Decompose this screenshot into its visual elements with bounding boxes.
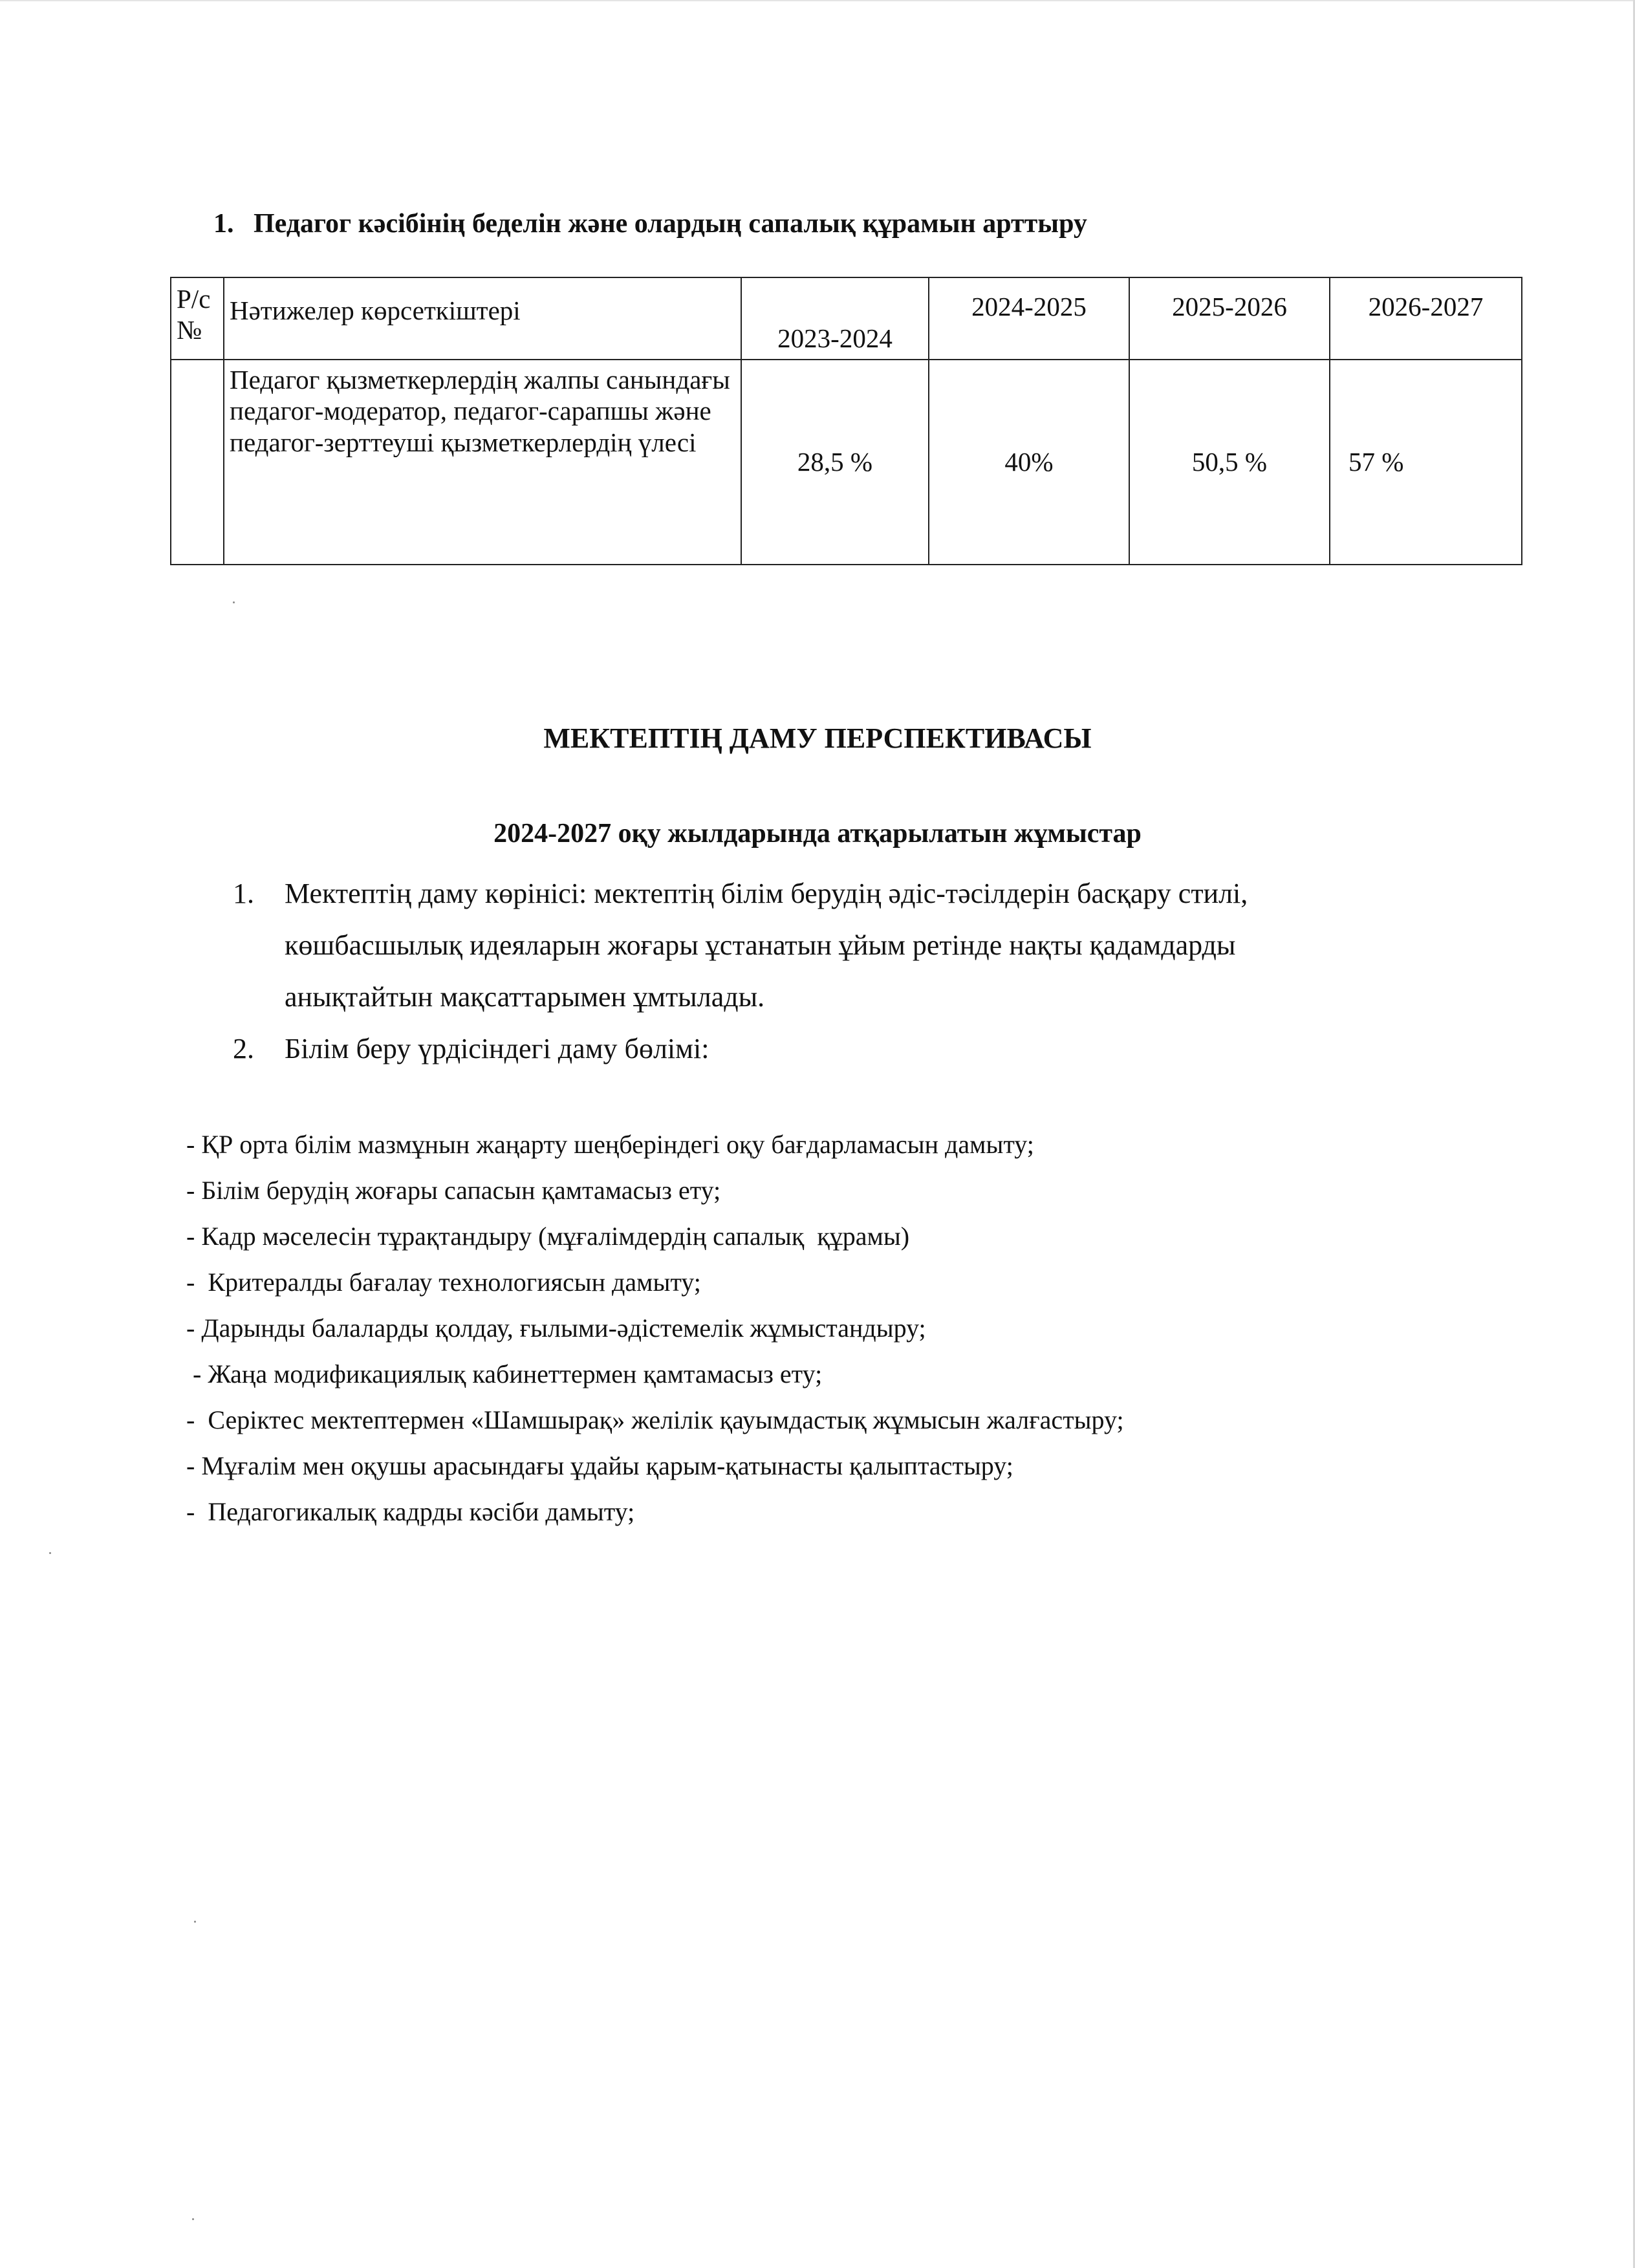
- list-item-line: Мектептің даму көрінісі: мектептің білім берудің әдіс-тәсілдерін басқару стилі,: [285, 878, 1248, 909]
- header-year: 2026-2027: [1330, 277, 1522, 360]
- row-value: 28,5 %: [741, 360, 929, 565]
- row-value: 40%: [929, 360, 1129, 565]
- page-subtitle: 2024-2027 оқу жылдарында атқарылатын жұмыстар: [493, 819, 1142, 848]
- scan-speck: [194, 1921, 196, 1923]
- bullet-item: - Жаңа модификациялық кабинеттермен қамтамасыз ету;: [186, 1359, 823, 1388]
- bullet-list: [186, 1121, 1544, 1535]
- header-year: 2023-2024: [741, 277, 929, 360]
- list-item-line: Білім беру үрдісіндегі даму бөлімі:: [285, 1033, 709, 1064]
- row-indicator: Педагог қызметкерлердің жалпы санындағы педагог-модератор, педагог-сарапшы және педагог-зерттеуші қызметкерлердің үлесі: [224, 360, 741, 565]
- row-value: 57 %: [1330, 360, 1522, 565]
- table-header-row: [171, 277, 1522, 360]
- list-item-line: көшбасшылық идеяларын жоғары ұстанатын ұйым ретінде нақты қадамдарды: [285, 929, 1236, 961]
- header-number: Р/с №: [171, 277, 224, 360]
- section-heading: [213, 208, 1087, 239]
- bullet-item: - ҚР орта білім мазмұнын жаңарту шеңберіндегі оқу бағдарламасын дамыту;: [186, 1130, 1034, 1159]
- bullet-item: - Критералды бағалау технологиясын дамыту;: [186, 1268, 701, 1297]
- list-item-number: 2.: [233, 1033, 254, 1064]
- scan-top-edge: [0, 0, 1635, 1]
- bullet-item: - Кадр мәселесін тұрақтандыру (мұғалімдердің сапалық құрамы): [186, 1222, 910, 1251]
- header-year: 2024-2025: [929, 277, 1129, 360]
- row-number: [171, 360, 224, 565]
- bullet-item: - Серіктес мектептермен «Шамшырақ» желілік қауымдастық жұмысын жалғастыру;: [186, 1405, 1124, 1434]
- list-item-line: анықтайтын мақсаттарымен ұмтылады.: [285, 981, 765, 1013]
- scan-speck: [233, 601, 235, 603]
- section-number: 1.: [213, 209, 234, 239]
- row-value: 50,5 %: [1129, 360, 1330, 565]
- scan-speck: [192, 2218, 194, 2220]
- table-row: [171, 360, 1522, 565]
- section-title: Педагог кәсібінің беделін және олардың сапалық құрамын арттыру: [254, 209, 1087, 239]
- bullet-item: - Мұғалім мен оқушы арасындағы ұдайы қарым-қатынасты қалыптастыру;: [186, 1451, 1013, 1480]
- bullet-item: - Дарынды балаларды қолдау, ғылыми-әдістемелік жұмыстандыру;: [186, 1313, 926, 1343]
- scan-speck: [49, 1552, 51, 1554]
- list-item: [233, 868, 1475, 1023]
- page-title: МЕКТЕПТІҢ ДАМУ ПЕРСПЕКТИВАСЫ: [543, 722, 1092, 754]
- header-year: 2025-2026: [1129, 277, 1330, 360]
- header-indicator: Нәтижелер көрсеткіштері: [224, 277, 741, 360]
- bullet-item: - Педагогикалық кадрды кәсіби дамыту;: [186, 1497, 635, 1526]
- list-item: [233, 1023, 1475, 1075]
- bullet-item: - Білім берудің жоғары сапасын қамтамасыз ету;: [186, 1176, 721, 1205]
- numbered-list: [233, 868, 1475, 1075]
- indicators-table: [170, 277, 1522, 565]
- list-item-number: 1.: [233, 878, 254, 909]
